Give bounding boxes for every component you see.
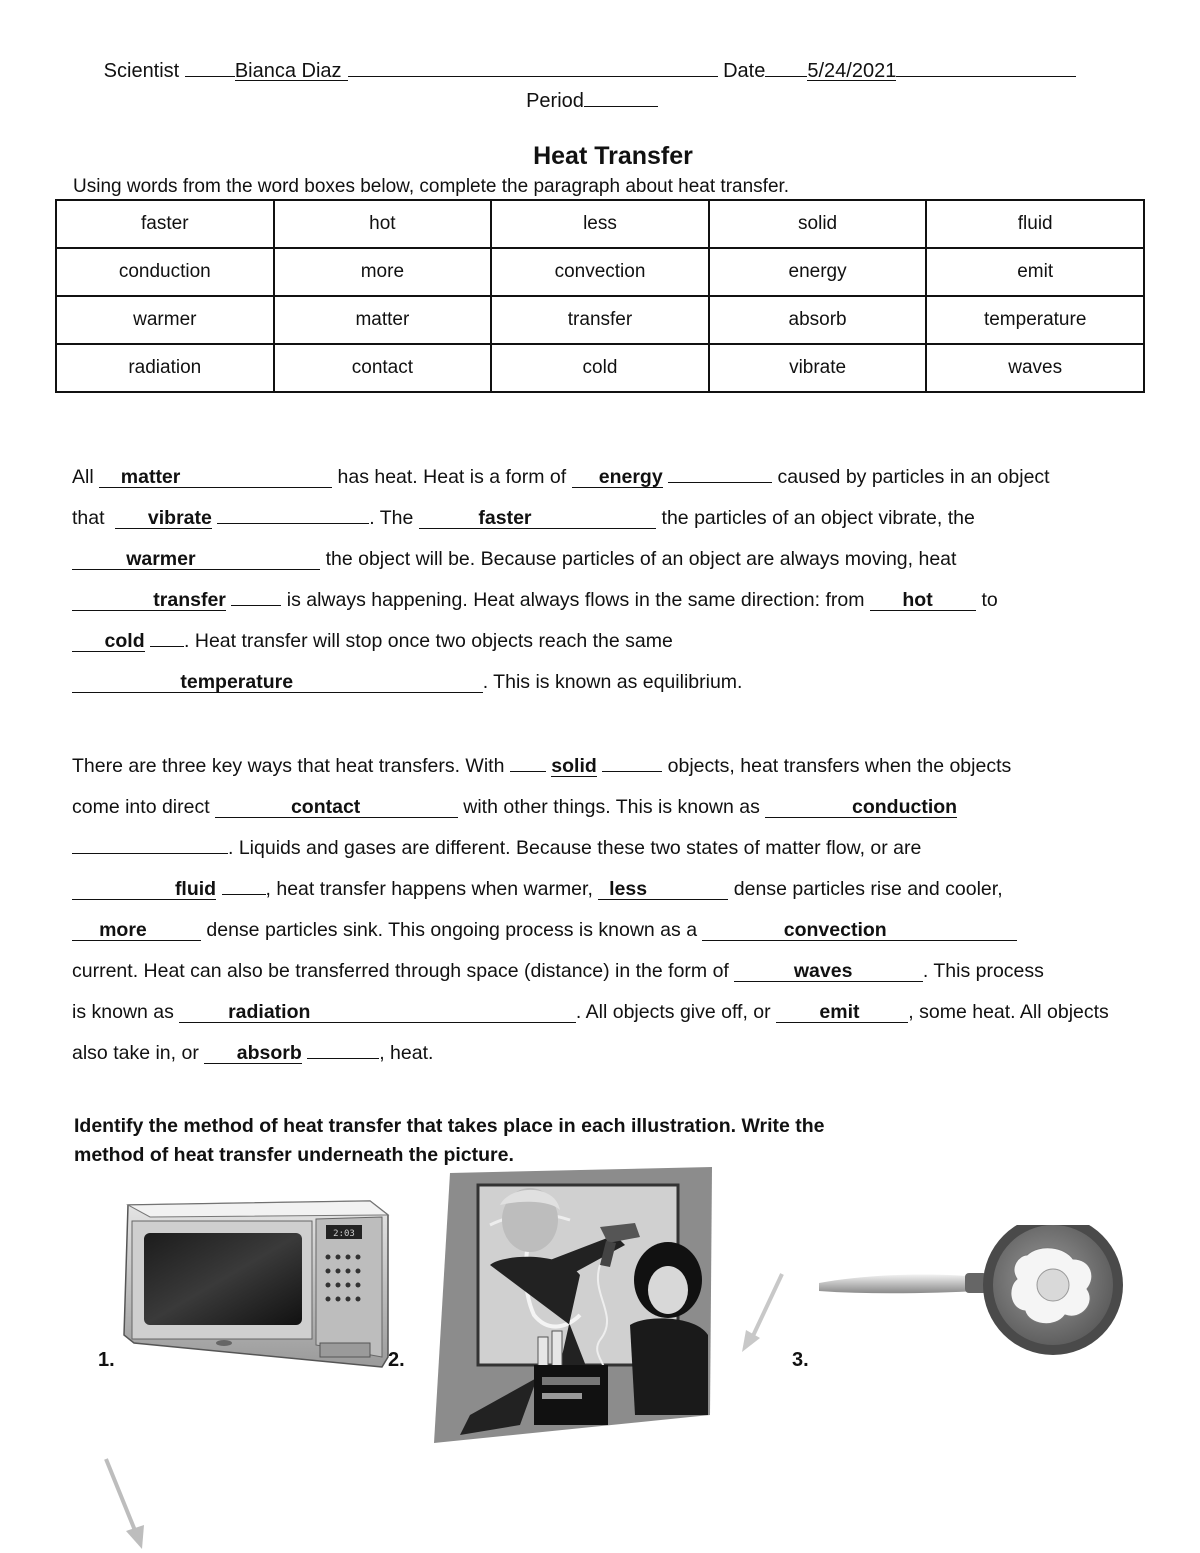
illustration-number-3: 3. <box>792 1349 809 1371</box>
word-box-cell: waves <box>926 344 1144 392</box>
word-box-cell: temperature <box>926 296 1144 344</box>
answer-blank[interactable]: less <box>598 879 728 900</box>
answer-blank[interactable]: cold <box>72 631 145 652</box>
header-period-line <box>0 86 1192 113</box>
microwave-illustration <box>120 1195 392 1370</box>
word-box-row <box>56 344 1144 392</box>
word-box-cell: faster <box>56 200 274 248</box>
answer-blank[interactable]: vibrate <box>115 508 211 529</box>
arrow-icon <box>738 1268 790 1356</box>
word-box-cell: radiation <box>56 344 274 392</box>
hair-dryer-illustration <box>430 1165 720 1450</box>
instructions: Using words from the word boxes below, complete the paragraph about heat transfer. <box>73 176 790 197</box>
illustration-number-2: 2. <box>388 1349 405 1371</box>
scientist-name-field[interactable]: Bianca Diaz <box>235 60 348 81</box>
word-box-cell: conduction <box>56 248 274 296</box>
paragraph-2: There are three key ways that heat transfers. With solid objects, heat transfers when the objects come into direct contact with other things. This is known as conduction . Liquids and gases are different. Because these two states of matter flow, or are fluid , heat transfer happens when warmer, less dense particles rise and cooler, more dense particles sink. This ongoing process is known as a convection current. Heat can also be transferred through space (distance) in the form of waves . This process is known as radiation . All objects give off, or emit , some heat. All objects also take in, or absorb , heat. <box>72 755 1109 1064</box>
word-box-cell: more <box>274 248 492 296</box>
scientist-label: Scientist <box>103 60 180 82</box>
answer-blank[interactable]: transfer <box>72 590 226 611</box>
answer-blank[interactable]: convection <box>702 920 1016 941</box>
answer-blank[interactable]: more <box>72 920 201 941</box>
date-label: Date <box>723 60 766 82</box>
illustration-number-1: 1. <box>98 1349 115 1371</box>
answer-blank[interactable]: matter <box>99 467 332 488</box>
answer-blank[interactable]: radiation <box>179 1002 576 1023</box>
word-box-cell: vibrate <box>709 344 927 392</box>
word-box-cell: fluid <box>926 200 1144 248</box>
answer-blank[interactable]: conduction <box>765 797 957 818</box>
header-scientist-line <box>0 56 1190 83</box>
scientist-blank <box>348 56 718 77</box>
period-label: Period <box>526 90 584 112</box>
answer-blank[interactable]: waves <box>734 961 923 982</box>
answer-blank[interactable]: absorb <box>204 1043 302 1064</box>
word-box-row <box>56 248 1144 296</box>
paragraph-1: All matter has heat. Heat is a form of energy caused by particles in an object that vibrate . The faster the particles of an object vibrate, the warmer the object will be. Because particles of an object are always moving, heat transfer is always happening. Heat always flows in the same direction: from hot to cold . Heat transfer will stop once two objects reach the same temperature . This is known as equilibrium. <box>72 466 1050 693</box>
word-box-row <box>56 296 1144 344</box>
answer-blank[interactable]: warmer <box>72 549 320 570</box>
answer-blank[interactable]: faster <box>419 508 656 529</box>
word-box-cell: emit <box>926 248 1144 296</box>
microwave-display-text: 2:03 <box>333 1229 355 1239</box>
word-box-cell: solid <box>709 200 927 248</box>
word-box-cell: matter <box>274 296 492 344</box>
word-box-table <box>55 199 1145 393</box>
word-box-cell: hot <box>274 200 492 248</box>
answer-blank[interactable]: fluid <box>72 879 216 900</box>
word-box-cell: transfer <box>491 296 709 344</box>
page-title: Heat Transfer <box>533 142 693 170</box>
answer-blank[interactable]: contact <box>215 797 458 818</box>
word-box-cell: convection <box>491 248 709 296</box>
period-field[interactable] <box>584 86 658 107</box>
word-box-cell: contact <box>274 344 492 392</box>
answer-blank[interactable]: emit <box>776 1002 908 1023</box>
word-box-cell: energy <box>709 248 927 296</box>
arrow-icon <box>100 1455 152 1551</box>
word-box-cell: less <box>491 200 709 248</box>
frying-pan-illustration <box>815 1225 1125 1365</box>
answer-blank[interactable]: temperature <box>72 672 483 693</box>
word-box-cell: absorb <box>709 296 927 344</box>
word-box-row <box>56 200 1144 248</box>
answer-blank[interactable]: hot <box>870 590 976 611</box>
date-field[interactable]: 5/24/2021 <box>807 60 897 82</box>
date-blank <box>896 56 1076 77</box>
answer-blank[interactable]: solid <box>551 755 597 777</box>
word-box-cell: warmer <box>56 296 274 344</box>
answer-blank[interactable]: energy <box>572 467 663 488</box>
word-box-cell: cold <box>491 344 709 392</box>
question-prompt: Identify the method of heat transfer that takes place in each illustration. Write the method of heat transfer underneath the picture. <box>74 1115 825 1166</box>
